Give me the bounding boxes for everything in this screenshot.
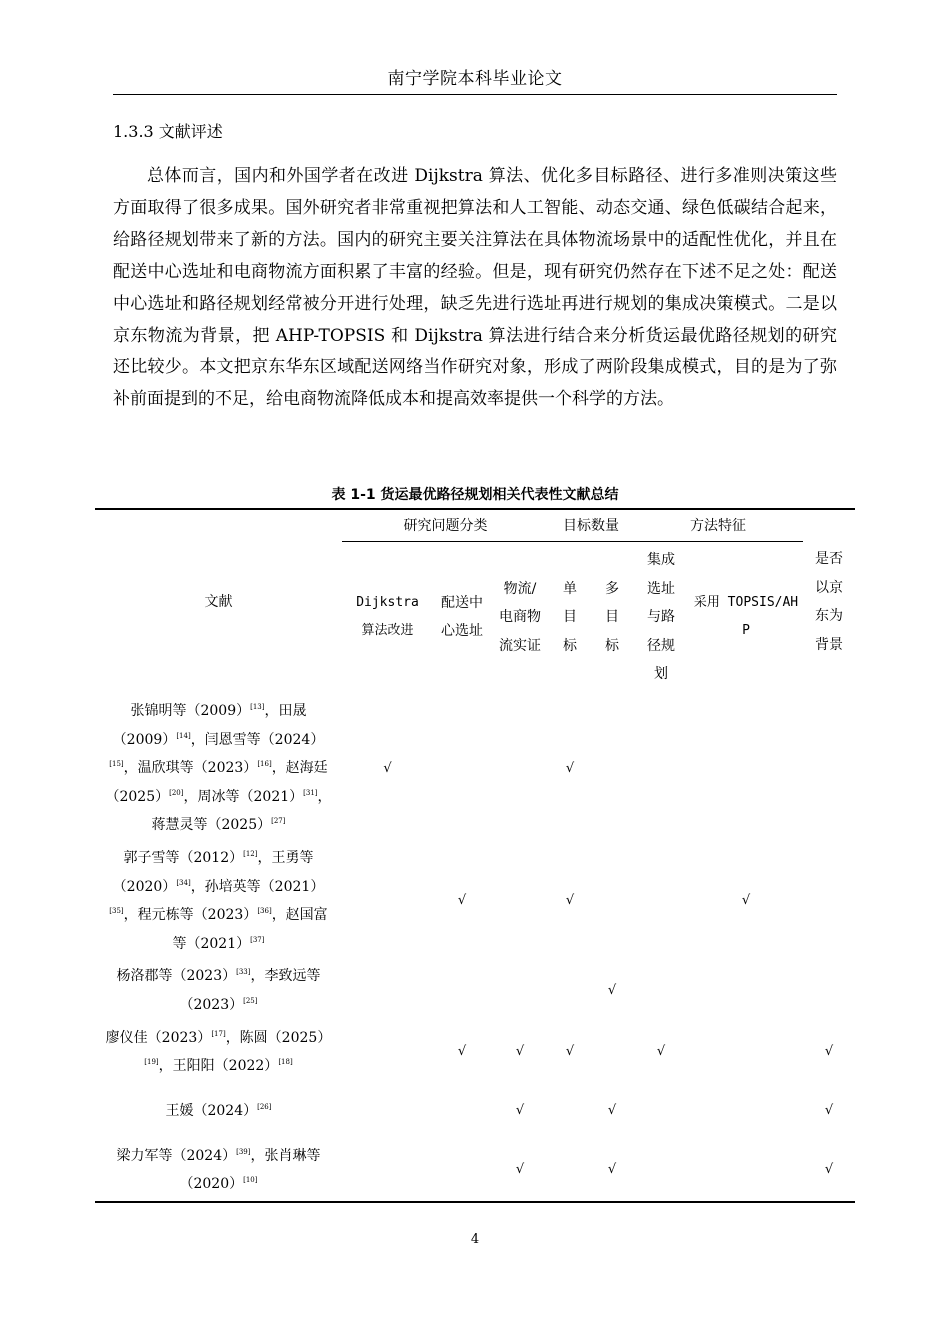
sub-header-5: 集成选址与路径规划 xyxy=(647,552,675,683)
check-cell xyxy=(689,960,803,1021)
reference-text: ，蒋慧灵等（2025） xyxy=(151,788,332,834)
sub-header-4: 多目标 xyxy=(605,580,619,654)
citation-marker: [35] xyxy=(109,907,124,916)
check-cell xyxy=(491,1083,549,1140)
citation-marker: [36] xyxy=(257,907,272,916)
check-cell xyxy=(342,842,433,960)
literature-cell xyxy=(95,960,342,1021)
checkmark-icon: √ xyxy=(607,1103,617,1119)
check-cell xyxy=(433,960,491,1021)
checkmark-icon: √ xyxy=(515,1162,525,1178)
citation-marker: [27] xyxy=(271,817,286,826)
checkmark-icon: √ xyxy=(607,983,617,999)
check-cell xyxy=(803,1022,855,1083)
sub-header-2: 物流/电商物流实证 xyxy=(499,580,541,654)
literature-cell xyxy=(95,1140,342,1202)
check-cell xyxy=(591,1140,633,1202)
citation-marker: [12] xyxy=(243,849,258,858)
check-cell xyxy=(591,1083,633,1140)
checkmark-icon: √ xyxy=(656,1044,666,1060)
check-cell xyxy=(689,842,803,960)
literature-table xyxy=(95,508,855,1203)
check-cell xyxy=(342,960,433,1021)
check-cell xyxy=(342,695,433,842)
table-caption: 表 1-1 货运最优路径规划相关代表性文献总结 xyxy=(331,487,619,503)
citation-marker: [34] xyxy=(176,878,191,887)
citation-marker: [14] xyxy=(176,731,191,740)
check-cell xyxy=(591,842,633,960)
table-row xyxy=(95,1022,855,1083)
col-jd-label: 是否以京东为背景 xyxy=(815,551,843,654)
reference-text: ，赵国富等（2021） xyxy=(172,907,328,952)
check-cell xyxy=(549,1022,591,1083)
col-literature-header: 文献 xyxy=(204,594,233,611)
checkmark-icon: √ xyxy=(565,760,575,776)
reference-text: ，王阳阳（2022） xyxy=(158,1058,279,1075)
check-cell xyxy=(803,842,855,960)
checkmark-icon: √ xyxy=(824,1044,834,1060)
check-cell xyxy=(633,1140,689,1202)
citation-marker: [17] xyxy=(211,1029,226,1038)
reference-text: 王媛（2024） xyxy=(165,1102,258,1119)
checkmark-icon: √ xyxy=(824,1103,834,1119)
check-cell xyxy=(549,960,591,1021)
check-cell xyxy=(803,695,855,842)
check-cell xyxy=(433,1083,491,1140)
citation-marker: [25] xyxy=(243,996,258,1005)
checkmark-icon: √ xyxy=(824,1162,834,1178)
checkmark-icon: √ xyxy=(457,893,467,909)
checkmark-icon: √ xyxy=(607,1162,617,1178)
check-cell xyxy=(591,695,633,842)
table-row xyxy=(95,960,855,1021)
check-cell xyxy=(433,695,491,842)
checkmark-icon: √ xyxy=(515,1103,525,1119)
citation-marker: [31] xyxy=(303,788,318,797)
reference-text: ，周冰等（2021） xyxy=(183,788,304,805)
table-row xyxy=(95,1140,855,1202)
checkmark-icon: √ xyxy=(515,1044,525,1060)
citation-marker: [37] xyxy=(250,935,265,944)
check-cell xyxy=(689,695,803,842)
reference-text: ，李致远等（2023） xyxy=(179,968,321,1013)
check-cell xyxy=(342,1022,433,1083)
sub-header-6: 采用 TOPSIS/AHP xyxy=(693,594,799,639)
reference-text: 杨洛郡等（2023） xyxy=(116,968,237,985)
check-cell xyxy=(633,960,689,1021)
reference-text: ，温欣琪等（2023） xyxy=(123,760,258,777)
check-cell xyxy=(549,842,591,960)
check-cell xyxy=(803,1140,855,1202)
check-cell xyxy=(549,1083,591,1140)
citation-marker: [13] xyxy=(250,702,265,711)
col-jd-header xyxy=(803,509,855,695)
citation-marker: [33] xyxy=(236,968,251,977)
citation-marker: [39] xyxy=(236,1147,251,1156)
checkmark-icon: √ xyxy=(457,1044,467,1060)
checkmark-icon: √ xyxy=(565,893,575,909)
citation-marker: [26] xyxy=(257,1102,272,1111)
reference-text: 郭子雪等（2012） xyxy=(123,849,244,866)
table-row xyxy=(95,695,855,842)
check-cell xyxy=(491,695,549,842)
citation-marker: [10] xyxy=(243,1176,258,1185)
check-cell xyxy=(591,960,633,1021)
check-cell xyxy=(633,1083,689,1140)
sub-header-0: Dijkstra 算法改进 xyxy=(356,594,419,639)
check-cell xyxy=(342,1083,433,1140)
group-header-objectives: 目标数量 xyxy=(549,509,633,542)
reference-text: 张锦明等（2009） xyxy=(130,702,251,719)
check-cell xyxy=(433,1022,491,1083)
page-number: 4 xyxy=(470,1232,480,1247)
checkmark-icon: √ xyxy=(383,760,392,776)
check-cell xyxy=(549,695,591,842)
sub-header-3: 单目标 xyxy=(563,580,577,654)
page-header: 南宁学院本科毕业论文 xyxy=(113,66,837,95)
group-header-methods: 方法特征 xyxy=(633,509,803,542)
check-cell xyxy=(433,1140,491,1202)
literature-cell xyxy=(95,695,342,842)
reference-text: 梁力军等（2024） xyxy=(116,1147,237,1164)
check-cell xyxy=(549,1140,591,1202)
check-cell xyxy=(591,1022,633,1083)
reference-text: ，田晟（2009） xyxy=(112,702,307,748)
reference-text: ，陈圆（2025） xyxy=(225,1029,332,1046)
citation-marker: [16] xyxy=(257,760,272,769)
check-cell xyxy=(433,842,491,960)
reference-text: ，张肖琳等（2020） xyxy=(179,1147,321,1193)
check-cell xyxy=(803,960,855,1021)
citation-marker: [19] xyxy=(144,1058,159,1067)
table-row xyxy=(95,1083,855,1140)
group-header-research: 研究问题分类 xyxy=(342,509,549,542)
reference-text: ，闫恩雪等（2024） xyxy=(190,731,325,748)
check-cell xyxy=(689,1083,803,1140)
citation-marker: [18] xyxy=(278,1058,293,1067)
literature-cell xyxy=(95,842,342,960)
check-cell xyxy=(689,1022,803,1083)
check-cell xyxy=(633,842,689,960)
check-cell xyxy=(803,1083,855,1140)
reference-text: 廖仪佳（2023） xyxy=(105,1029,212,1046)
reference-text: ，赵海廷（2025） xyxy=(105,760,328,805)
check-cell xyxy=(633,695,689,842)
check-cell xyxy=(491,960,549,1021)
citation-marker: [15] xyxy=(109,760,124,769)
literature-cell xyxy=(95,1022,342,1083)
checkmark-icon: √ xyxy=(565,1044,575,1060)
table-row xyxy=(95,842,855,960)
literature-cell xyxy=(95,1083,342,1140)
check-cell xyxy=(491,1022,549,1083)
check-cell xyxy=(342,1140,433,1202)
reference-text: ，程元栋等（2023） xyxy=(123,907,258,924)
body-paragraph: 总体而言，国内和外国学者在改进 Dijkstra 算法、优化多目标路径、进行多准则决策这些方面取得了很多成果。国外研究者非常重视把算法和人工智能、动态交通、绿色低碳结合起来，给路径规划带来了新的方法。国内的研究主要关注算法在具体物流场景中的适配性优化，并且在配送中心选址和电商物流方面积累了丰富的经验。但是，现有研究仍然存在下述不足之处：配送中心选址和路径规划经常被分开进行处理，缺乏先进行选址再进行规划的集成决策模式。二是以京东物流为背景，把 AHP-TOPSIS 和 Dijkstra 算法进行结合来分析货运最优路径规划的研究还比较少。本文把京东华东区域配送网络当作研究对象，形成了两阶段集成模式，目的是为了弥补前面提到的不足，给电商物流降低成本和提高效率提供一个科学的方法。 xyxy=(113,166,837,410)
sub-header-1: 配送中心选址 xyxy=(441,594,483,640)
check-cell xyxy=(491,842,549,960)
check-cell xyxy=(491,1140,549,1202)
reference-text: ，王勇等（2020） xyxy=(112,849,314,895)
check-cell xyxy=(633,1022,689,1083)
citation-marker: [20] xyxy=(169,788,184,797)
checkmark-icon: √ xyxy=(741,893,751,909)
section-title: 1.3.3 文献评述 xyxy=(113,122,223,141)
check-cell xyxy=(689,1140,803,1202)
reference-text: ，孙培英等（2021） xyxy=(190,878,325,895)
